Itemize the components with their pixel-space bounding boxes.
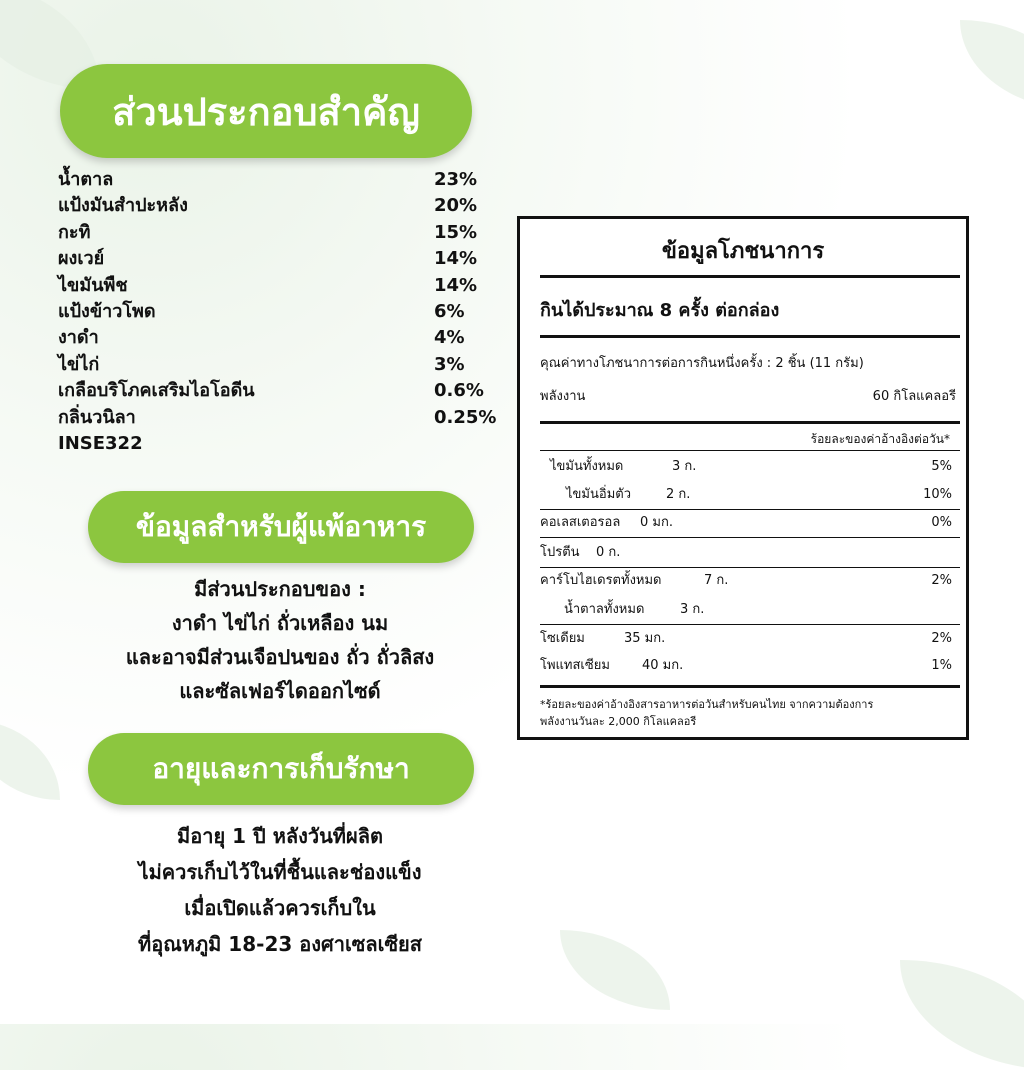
divider xyxy=(540,450,960,451)
ingredient-percent: 3% xyxy=(434,353,465,375)
nutrient-row xyxy=(540,652,960,680)
nutrition-title: ข้อมูลโภชนาการ xyxy=(661,239,825,264)
storage-line: มีอายุ 1 ปี หลังวันที่ผลิต xyxy=(177,824,383,848)
nutrient-amount: 3 ก. xyxy=(680,602,705,617)
allergy-line: มีส่วนประกอบของ : xyxy=(194,577,366,601)
ingredient-percent: 14% xyxy=(434,248,478,270)
ingredient-name: ไข่ไก่ xyxy=(58,353,100,375)
allergy-line: และซัลเฟอร์ไดออกไซด์ xyxy=(179,679,381,703)
nutrient-percent: 10% xyxy=(923,487,952,502)
nutrient-row xyxy=(540,509,960,537)
ingredient-row xyxy=(58,352,498,378)
ingredient-percent: 0.6% xyxy=(434,380,484,402)
background-leaf xyxy=(960,20,1024,110)
nutrient-label: โพแทสเซียม xyxy=(540,658,610,673)
ingredient-name: แป้งมันสำปะหลัง xyxy=(58,195,188,217)
nutrient-percent: 2% xyxy=(931,631,952,646)
divider xyxy=(540,685,960,688)
nutrient-percent: 2% xyxy=(931,573,952,588)
nutrient-amount: 7 ก. xyxy=(704,573,729,588)
nutrient-percent: 5% xyxy=(931,459,952,474)
ingredient-percent: 23% xyxy=(434,169,478,190)
divider xyxy=(540,335,960,338)
ingredient-row xyxy=(58,220,498,246)
daily-value-header: ร้อยละของค่าอ้างอิงต่อวัน* xyxy=(810,432,950,446)
background-leaf xyxy=(0,720,60,800)
nutrient-amount: 0 มก. xyxy=(640,515,673,530)
ingredients-list xyxy=(58,167,498,457)
nutrient-amount: 2 ก. xyxy=(666,487,691,502)
nutrient-label: ไขมันอิ่มตัว xyxy=(566,487,631,502)
nutrient-label: โซเดียม xyxy=(540,631,585,646)
background-leaf xyxy=(900,960,1024,1070)
serving-size: คุณค่าทางโภชนาการต่อการกินหนึ่งครั้ง : 2 ชิ้น (11 กรัม) xyxy=(540,356,864,371)
energy-value: 60 กิโลแคลอรี xyxy=(872,389,956,404)
nutrient-row xyxy=(540,596,960,624)
storage-line: ไม่ควรเก็บไว้ในที่ชื้นและช่องแข็ง xyxy=(138,860,422,884)
ingredient-percent: 6% xyxy=(434,300,465,322)
nutrient-row xyxy=(540,539,960,567)
ingredient-name: เกลือบริโภคเสริมไอโอดีน xyxy=(58,380,255,402)
allergy-line: งาดำ ไข่ไก่ ถั่วเหลือง นม xyxy=(171,611,389,635)
ingredient-percent: 0.25% xyxy=(434,406,497,428)
nutrition-facts-panel xyxy=(517,216,969,740)
nutrient-percent: 0% xyxy=(931,515,952,530)
ingredient-percent: 20% xyxy=(434,195,478,217)
nutrient-amount: 0 ก. xyxy=(596,545,621,560)
ingredient-name: งาดำ xyxy=(58,327,99,349)
ingredient-row xyxy=(58,325,498,351)
ingredient-name: น้ำตาล xyxy=(58,169,114,190)
ingredient-name: กะทิ xyxy=(58,221,91,243)
ingredient-name: ผงเวย์ xyxy=(58,248,105,270)
ingredient-name: ไขมันพืช xyxy=(58,274,128,296)
storage-line: เมื่อเปิดแล้วควรเก็บใน xyxy=(184,896,376,920)
ingredient-row xyxy=(58,273,498,299)
storage-info xyxy=(40,818,520,962)
divider xyxy=(540,275,960,278)
nutrient-label: คอเลสเตอรอล xyxy=(540,515,621,530)
divider xyxy=(540,421,960,424)
ingredient-name: INSE322 xyxy=(58,432,143,454)
background-leaf xyxy=(560,930,670,1010)
ingredient-row xyxy=(58,193,498,219)
nutrient-row xyxy=(540,453,960,481)
ingredient-percent: 15% xyxy=(434,221,478,243)
nutrient-label: โปรตีน xyxy=(540,545,580,560)
nutrient-row xyxy=(540,567,960,595)
nutrient-amount: 3 ก. xyxy=(672,459,697,474)
ingredients-heading: ส่วนประกอบสำคัญ xyxy=(60,64,472,158)
footnote: พลังงานวันละ 2,000 กิโลแคลอรี xyxy=(540,715,697,728)
nutrient-row xyxy=(540,481,960,509)
ingredient-row xyxy=(58,378,498,404)
nutrient-amount: 35 มก. xyxy=(624,631,666,646)
storage-heading: อายุและการเก็บรักษา xyxy=(88,733,474,805)
nutrient-label: น้ำตาลทั้งหมด xyxy=(564,602,645,617)
energy-label: พลังงาน xyxy=(540,389,586,404)
nutrient-row xyxy=(540,625,960,653)
allergy-heading: ข้อมูลสำหรับผู้แพ้อาหาร xyxy=(88,491,474,563)
ingredient-percent: 14% xyxy=(434,274,478,296)
nutrient-label: คาร์โบไฮเดรตทั้งหมด xyxy=(540,573,662,588)
nutrient-percent: 1% xyxy=(931,658,952,673)
allergy-line: และอาจมีส่วนเจือปนของ ถั่ว ถั่วลิสง xyxy=(125,645,435,669)
footnote: *ร้อยละของค่าอ้างอิงสารอาหารต่อวันสำหรับคนไทย จากความต้องการ xyxy=(540,698,874,711)
ingredient-name: แป้งข้าวโพด xyxy=(58,300,156,322)
ingredient-row xyxy=(58,167,498,193)
nutrient-amount: 40 มก. xyxy=(642,658,684,673)
ingredient-percent: 4% xyxy=(434,327,465,349)
nutrient-label: ไขมันทั้งหมด xyxy=(550,459,624,474)
allergy-info xyxy=(40,572,520,708)
divider xyxy=(540,537,960,538)
ingredient-row xyxy=(58,299,498,325)
ingredient-row xyxy=(58,405,498,431)
ingredient-row xyxy=(58,246,498,272)
storage-line: ที่อุณหภูมิ 18-23 องศาเซลเซียส xyxy=(138,932,422,956)
ingredient-row xyxy=(58,431,498,457)
ingredient-name: กลิ่นวนิลา xyxy=(58,406,136,428)
servings-per-box: กินได้ประมาณ 8 ครั้ง ต่อกล่อง xyxy=(540,300,780,321)
